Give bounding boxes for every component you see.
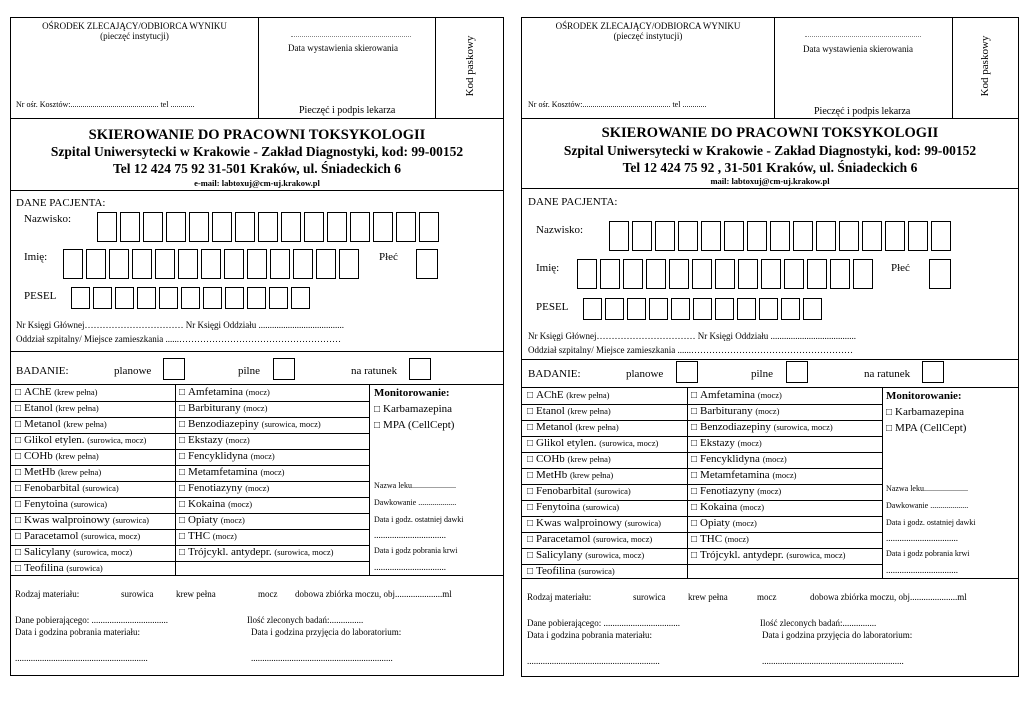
- test-barbiturany-r[interactable]: □ Barbiturany (mocz): [691, 405, 780, 417]
- test-fencyklidyna-r[interactable]: □ Fencyklidyna (mocz): [691, 453, 787, 465]
- institution-sub: (pieczęć instytucji): [100, 31, 169, 41]
- test-cohb-r[interactable]: □ COHb (krew pełna): [527, 453, 611, 465]
- barcode-label-r: Kod paskowy: [979, 35, 991, 97]
- institution-sub-r: (pieczęć instytucji): [613, 31, 683, 41]
- test-ekstazy-r[interactable]: □ Ekstazy (mocz): [691, 437, 762, 449]
- patient-heading: DANE PACJENTA:: [16, 197, 106, 209]
- test-kwas-walproinowy[interactable]: □ Kwas walproinowy (surowica): [15, 514, 150, 526]
- collect-date: Data i godzina pobrania materiału:: [15, 627, 140, 637]
- hospital-name-r: Szpital Uniwersytecki w Krakowie - Zakład Diagnostyki, kod: 99-00152: [563, 143, 977, 158]
- test-trojcykl[interactable]: □ Trójcykl. antydepr. (surowica, mocz): [179, 546, 334, 558]
- material-daily[interactable]: dobowa zbiórka moczu, obj.....................ml: [295, 589, 452, 599]
- hospital-email: e-mail: labtoxuj@cm-uj.krakow.pl: [194, 178, 320, 188]
- material-serum-r[interactable]: surowica: [633, 592, 666, 602]
- test-metamfetamina-r[interactable]: □ Metamfetamina (mocz): [691, 469, 797, 481]
- firstname-boxes-r[interactable]: [577, 259, 876, 289]
- doctor-stamp-label: Pieczęć i podpis lekarza: [299, 105, 396, 116]
- issue-date-label: Data wystawienia skierowania: [288, 43, 398, 53]
- collector: Dane pobierającego: ..................................: [15, 615, 168, 625]
- test-ache[interactable]: □ AChE (krew pełna): [15, 386, 98, 398]
- cost-number-r: Nr ośr. Kosztów:............................................ tel ............: [528, 100, 707, 109]
- test-kokaina[interactable]: □ Kokaina (mocz): [179, 498, 253, 510]
- hospital-address: Tel 12 424 75 92 31-501 Kraków, ul. Śniadeckich 6: [113, 161, 401, 176]
- pesel-boxes-r[interactable]: [583, 298, 825, 320]
- test-benzodiazepiny[interactable]: □ Benzodiazepiny (surowica, mocz): [179, 418, 321, 430]
- surname-boxes[interactable]: [97, 212, 442, 242]
- dosage-r: Dawkowanie ...................: [886, 501, 969, 510]
- test-thc[interactable]: □ THC (mocz): [179, 530, 237, 542]
- sex-box-r[interactable]: [929, 259, 951, 289]
- test-metamfetamina[interactable]: □ Metamfetamina (mocz): [179, 466, 285, 478]
- collector-r: Dane pobierającego: ..................................: [527, 618, 680, 628]
- patient-heading-r: DANE PACJENTA:: [528, 196, 618, 208]
- emergency-label: na ratunek: [351, 365, 398, 377]
- test-fenotiazyny[interactable]: □ Fenotiazyny (mocz): [179, 482, 270, 494]
- test-thc-r[interactable]: □ THC (mocz): [691, 533, 749, 545]
- material-blood[interactable]: krew pełna: [176, 589, 216, 599]
- institution-title: OŚRODEK ZLECAJĄCY/ODBIORCA WYNIKU: [42, 21, 227, 31]
- test-benzodiazepiny-r[interactable]: □ Benzodiazepiny (surowica, mocz): [691, 421, 833, 433]
- monitoring-heading: Monitorowanie:: [374, 387, 450, 399]
- last-dose-dots: ................................: [374, 530, 446, 540]
- firstname-boxes[interactable]: [63, 249, 362, 279]
- test-amfetamina-r[interactable]: □ Amfetamina (mocz): [691, 389, 782, 401]
- test-methb[interactable]: □ MetHb (krew pełna): [15, 466, 102, 478]
- test-etanol-r[interactable]: □ Etanol (krew pełna): [527, 405, 611, 417]
- material-blood-r[interactable]: krew pełna: [688, 592, 728, 602]
- drug-name-r: Nazwa leku......................: [886, 484, 968, 493]
- form-title: SKIEROWANIE DO PRACOWNI TOKSYKOLOGII: [88, 127, 426, 143]
- material-label-r: Rodzaj materiału:: [527, 592, 592, 602]
- collect-dots: ...........................................................: [15, 653, 148, 663]
- test-fenotiazyny-r[interactable]: □ Fenotiazyny (mocz): [691, 485, 782, 497]
- doctor-stamp-label-r: Pieczęć i podpis lekarza: [814, 106, 911, 117]
- receive-dots: ...............................................................: [251, 653, 393, 663]
- test-teofilina-r[interactable]: □ Teofilina (surowica): [527, 565, 615, 577]
- planned-checkbox-r[interactable]: [676, 361, 698, 383]
- test-paracetamol[interactable]: □ Paracetamol (surowica, mocz): [15, 530, 141, 542]
- drug-name: Nazwa leku......................: [374, 481, 456, 490]
- test-fencyklidyna[interactable]: □ Fencyklidyna (mocz): [179, 450, 275, 462]
- blood-date-dots-r: ................................: [886, 565, 958, 575]
- monitoring-heading-r: Monitorowanie:: [886, 390, 962, 402]
- sex-label: Płeć: [379, 251, 398, 263]
- surname-label: Nazwisko:: [24, 213, 72, 225]
- test-barbiturany[interactable]: □ Barbiturany (mocz): [179, 402, 268, 414]
- receive-date-r: Data i godzina przyjęcia do laboratorium:: [762, 630, 913, 640]
- test-fenytoina-r[interactable]: □ Fenytoina (surowica): [527, 501, 620, 513]
- emergency-checkbox[interactable]: [409, 358, 431, 380]
- test-trojcykl-r[interactable]: □ Trójcykl. antydepr. (surowica, mocz): [691, 549, 846, 561]
- planned-checkbox[interactable]: [163, 358, 185, 380]
- test-opiaty[interactable]: □ Opiaty (mocz): [179, 514, 245, 526]
- test-metanol[interactable]: □ Metanol (krew pełna): [15, 418, 107, 430]
- hospital-email-r: mail: labtoxuj@cm-uj.krakow.pl: [710, 176, 830, 186]
- last-dose-r: Data i godz. ostatniej dawki: [886, 518, 976, 527]
- monitor-karbamazepina[interactable]: □ Karbamazepina: [374, 403, 453, 415]
- test-kwas-walproinowy-r[interactable]: □ Kwas walproinowy (surowica): [527, 517, 662, 529]
- emergency-label-r: na ratunek: [864, 368, 911, 380]
- test-ekstazy[interactable]: □ Ekstazy (mocz): [179, 434, 250, 446]
- book-numbers: Nr Księgi Głównej…………………………… Nr Księgi Oddziału ......................................: [16, 320, 344, 330]
- monitor-mpa[interactable]: □ MPA (CellCept): [374, 419, 455, 431]
- collect-date-r: Data i godzina pobrania materiału:: [527, 630, 652, 640]
- urgent-checkbox-r[interactable]: [786, 361, 808, 383]
- test-metanol-r[interactable]: □ Metanol (krew pełna): [527, 421, 619, 433]
- tests-count-r: Ilość zleconych badań:...............: [760, 618, 877, 628]
- sex-box[interactable]: [416, 249, 438, 279]
- pesel-boxes[interactable]: [71, 287, 313, 309]
- monitor-karbamazepina-r[interactable]: □ Karbamazepina: [886, 406, 965, 418]
- firstname-label-r: Imię:: [536, 262, 560, 274]
- receive-date: Data i godzina przyjęcia do laboratorium:: [251, 627, 402, 637]
- receive-dots-r: ...............................................................: [762, 656, 904, 666]
- pesel-label-r: PESEL: [536, 301, 569, 313]
- test-fenytoina[interactable]: □ Fenytoina (surowica): [15, 498, 108, 510]
- ward-line-r: Oddział szpitalny/ Miejsce zamieszkania ......………………………………………………: [528, 345, 853, 355]
- hospital-address-r: Tel 12 424 75 92 , 31-501 Kraków, ul. Śniadeckich 6: [622, 160, 918, 175]
- collect-dots-r: ...........................................................: [527, 656, 660, 666]
- referral-form-right: [521, 17, 1019, 677]
- monitor-mpa-r[interactable]: □ MPA (CellCept): [886, 422, 967, 434]
- test-amfetamina[interactable]: □ Amfetamina (mocz): [179, 386, 270, 398]
- material-serum[interactable]: surowica: [121, 589, 154, 599]
- surname-label-r: Nazwisko:: [536, 224, 584, 236]
- book-numbers-r: Nr Księgi Głównej…………………………… Nr Księgi Oddziału ......................................: [528, 331, 856, 341]
- test-fenobarbital-r[interactable]: □ Fenobarbital (surowica): [527, 485, 631, 497]
- material-urine[interactable]: mocz: [258, 589, 278, 599]
- form-title-r: SKIEROWANIE DO PRACOWNI TOKSYKOLOGII: [601, 125, 939, 141]
- material-daily-r[interactable]: dobowa zbiórka moczu, obj.....................ml: [810, 592, 967, 602]
- last-dose: Data i godz. ostatniej dawki: [374, 515, 464, 524]
- planned-label: planowe: [114, 365, 152, 377]
- test-glikol-r[interactable]: □ Glikol etylen. (surowica, mocz): [527, 437, 659, 449]
- test-ache-r[interactable]: □ AChE (krew pełna): [527, 389, 610, 401]
- exam-heading: BADANIE:: [16, 365, 69, 377]
- tests-count: Ilość zleconych badań:...............: [247, 615, 364, 625]
- cost-number: Nr ośr. Kosztów:............................................ tel ............: [16, 100, 195, 109]
- blood-date-dots: ................................: [374, 562, 446, 572]
- test-salicylany[interactable]: □ Salicylany (surowica, mocz): [15, 546, 133, 558]
- dosage: Dawkowanie ...................: [374, 498, 457, 507]
- last-dose-dots-r: ................................: [886, 533, 958, 543]
- planned-label-r: planowe: [626, 368, 664, 380]
- ward-line: Oddział szpitalny/ Miejsce zamieszkania ......………………………………………………: [16, 334, 341, 344]
- sex-label-r: Płeć: [891, 262, 910, 274]
- exam-heading-r: BADANIE:: [528, 368, 581, 380]
- hospital-name: Szpital Uniwersytecki w Krakowie - Zakład Diagnostyki, kod: 99-00152: [50, 144, 464, 159]
- test-teofilina[interactable]: □ Teofilina (surowica): [15, 562, 103, 574]
- referral-form-left: [10, 17, 504, 676]
- test-salicylany-r[interactable]: □ Salicylany (surowica, mocz): [527, 549, 645, 561]
- blood-date: Data i godz pobrania krwi: [374, 546, 458, 555]
- urgent-label: pilne: [238, 365, 260, 377]
- test-cohb[interactable]: □ COHb (krew pełna): [15, 450, 99, 462]
- material-urine-r[interactable]: mocz: [757, 592, 777, 602]
- issue-date-label-r: Data wystawienia skierowania: [803, 44, 913, 54]
- institution-title-r: OŚRODEK ZLECAJĄCY/ODBIORCA WYNIKU: [555, 21, 741, 31]
- barcode-label: Kod paskowy: [464, 35, 476, 97]
- surname-boxes-r[interactable]: [609, 221, 954, 251]
- test-etanol[interactable]: □ Etanol (krew pełna): [15, 402, 99, 414]
- urgent-label-r: pilne: [751, 368, 773, 380]
- test-fenobarbital[interactable]: □ Fenobarbital (surowica): [15, 482, 119, 494]
- material-label: Rodzaj materiału:: [15, 589, 80, 599]
- test-paracetamol-r[interactable]: □ Paracetamol (surowica, mocz): [527, 533, 653, 545]
- test-kokaina-r[interactable]: □ Kokaina (mocz): [691, 501, 765, 513]
- blood-date-r: Data i godz pobrania krwi: [886, 549, 970, 558]
- emergency-checkbox-r[interactable]: [922, 361, 944, 383]
- firstname-label: Imię:: [24, 251, 48, 263]
- test-opiaty-r[interactable]: □ Opiaty (mocz): [691, 517, 757, 529]
- test-glikol[interactable]: □ Glikol etylen. (surowica, mocz): [15, 434, 147, 446]
- pesel-label: PESEL: [24, 290, 57, 302]
- test-methb-r[interactable]: □ MetHb (krew pełna): [527, 469, 614, 481]
- urgent-checkbox[interactable]: [273, 358, 295, 380]
